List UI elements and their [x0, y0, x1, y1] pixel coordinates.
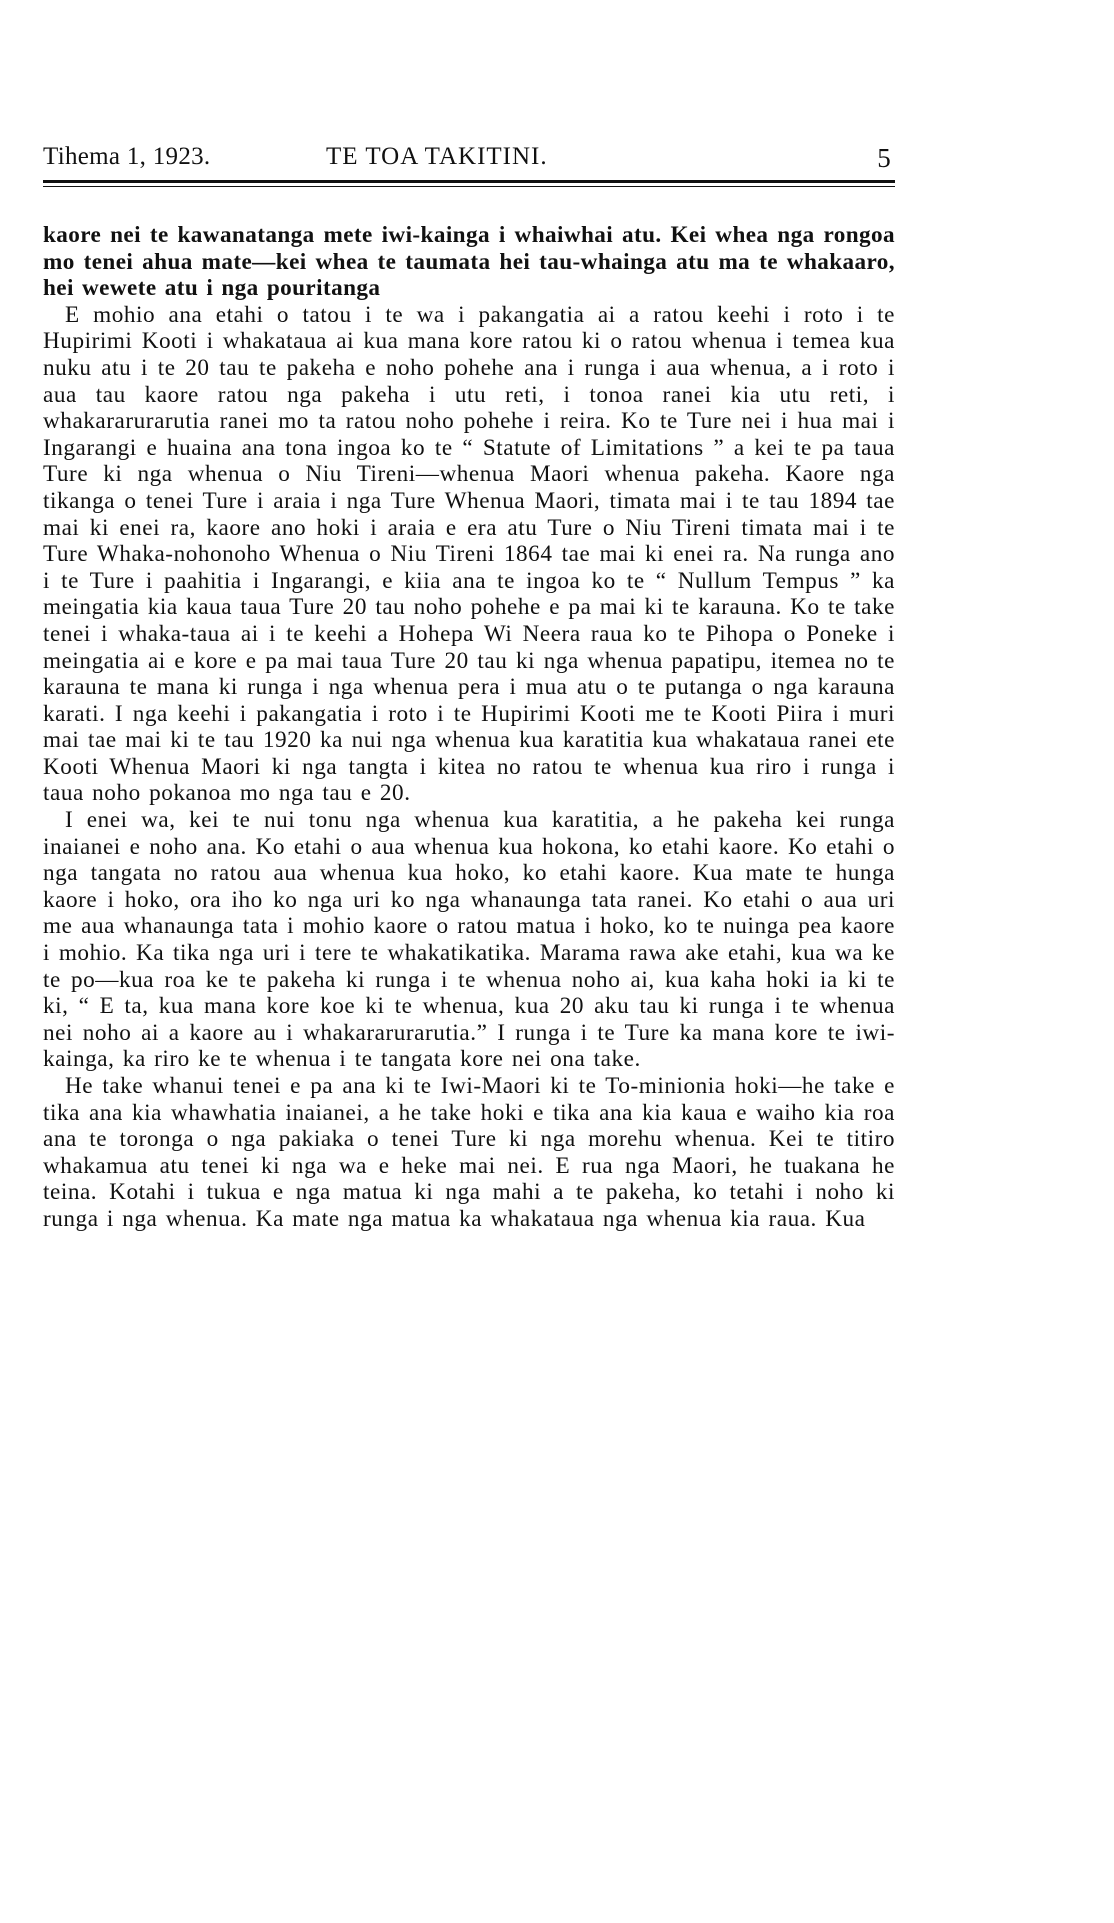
header-rule-thick — [43, 180, 895, 183]
paragraph-1: kaore nei te kawanatanga mete iwi-kainga i whaiwhai atu. Kei whea nga rongoa mo tenei ahua mate—kei whea te taumata hei tau-whainga atu ma te whakaaro, hei wewete atu i nga pouritanga — [43, 222, 895, 302]
article-body — [43, 222, 895, 1233]
paragraph-4: He take whanui tenei e pa ana ki te Iwi-Maori ki te To-minionia hoki—he take e tika ana kia whawhatia inaianei, a he take hoki e tika ana kia kaua e waiho kia roa ana te toronga o nga pakiaka o tenei Ture ki nga morehu whenua. Kei te titiro whakamua atu tenei ki nga wa e heke mai nei. E rua nga Maori, he tuakana he teina. Kotahi i tukua e nga matua ki nga mahi a te pakeha, ko tetahi i noho ki runga i nga whenua. Ka mate nga matua ka whakataua nga whenua kia raua. Kua — [43, 1073, 895, 1232]
running-header — [43, 143, 893, 183]
issue-date: Tihema 1, 1923. — [43, 143, 211, 170]
paragraph-2: E mohio ana etahi o tatou i te wa i pakangatia ai a ratou keehi i roto i te Hupirimi Kooti i whakataua ai kua mana kore ratou ki o ratou whenua i temea kua nuku atu i te 20 tau te pakeha e noho pohehe ana i runga i aua whenua, a i roto i aua tau kaore ratou nga pakeha i utu reti, i tonoa ranei kia utu reti, i whakararurarutia ranei mo ta ratou noho pohehe i reira. Ko te Ture nei i hua mai i Ingarangi e huaina ana tona ingoa ko te “ Statute of Limitations ” a kei te pa taua Ture ki nga whenua o Niu Tireni—whenua Maori whenua pakeha. Kaore nga tikanga o tenei Ture i araia i nga Ture Whenua Maori, timata mai i te tau 1894 tae mai ki enei ra, kaore ano hoki i araia e era atu Ture o Niu Tireni timata mai i te Ture Whaka-nohonoho Whenua o Niu Tireni 1864 tae mai ki enei ra. Na runga ano i te Ture i paahitia i Ingarangi, e kiia ana te ingoa ko te “ Nullum Tempus ” ka meingatia kia kaua taua Ture 20 tau noho pohehe e pa mai ki te karauna. Ko te take tenei i whaka-taua ai i te keehi a Hohepa Wi Neera raua ko te Pihopa o Poneke i meingatia ai e kore e pa mai taua Ture 20 tau ki nga whenua papatipu, itemea no te karauna te mana ki runga i nga whenua pera i mua atu o te putanga o nga karauna karati. I nga keehi i pakangatia i roto i te Hupirimi Kooti me te Kooti Piira i muri mai tae mai ki te tau 1920 ka nui nga whenua kua karatitia kua whakataua ranei ete Kooti Whenua Maori ki nga tangta i kitea no ratou te whenua kua riro i runga i taua noho pokanoa mo nga tau e 20. — [43, 301, 895, 807]
paragraph-3: I enei wa, kei te nui tonu nga whenua kua karatitia, a he pakeha kei runga inaianei e noho ana. Ko etahi o aua whenua kua hokona, ko etahi kaore. Ko etahi o nga tangata no ratou aua whenua kua hoko, ko etahi kaore. Kua mate te hunga kaore i hoko, ora iho ko nga uri ko nga whanaunga tata ranei. Ko etahi o aua uri me aua whanaunga tata i mohio kaore o ratou matua i hoko, ko te nuinga pea kaore i mohio. Ka tika nga uri i tere te whakatikatika. Marama rawa ake etahi, kua wa ke te po—kua roa ke te pakeha ki runga i te whenua noho ai, kua kaha hoki ia ki te ki, “ E ta, kua mana kore koe ki te whenua, kua 20 aku tau ki runga i te whenua nei noho ai a kaore au i whakararurarutia.” I runga i te Ture ka mana kore te iwi-kainga, ka riro ke te whenua i te tangata kore nei ona take. — [43, 807, 895, 1073]
page-number: 5 — [877, 143, 891, 173]
publication-title: TE TOA TAKITINI. — [326, 143, 548, 170]
header-rule-thin — [43, 186, 895, 187]
